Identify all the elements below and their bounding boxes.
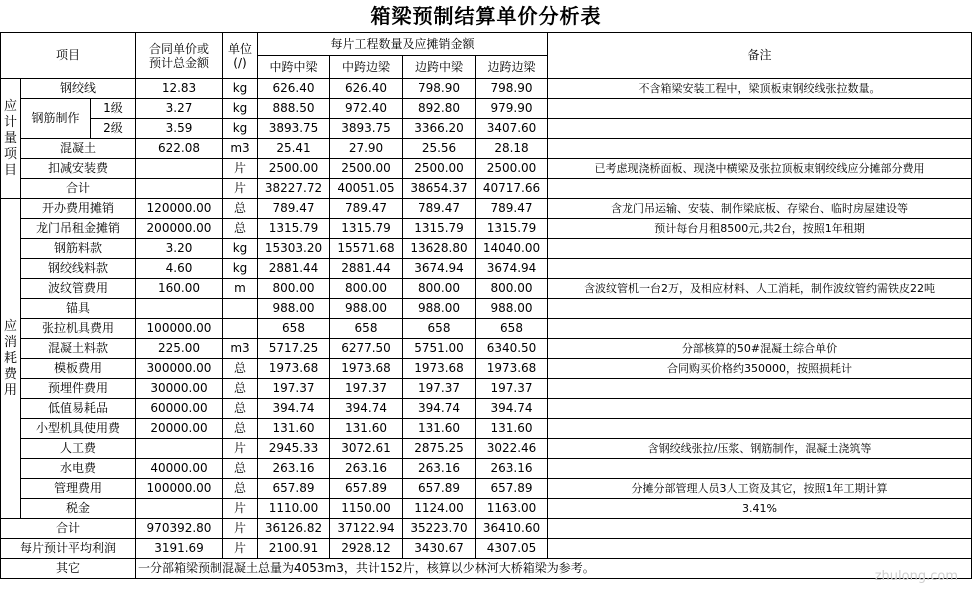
row-value: 657.89 <box>330 479 403 499</box>
row-unit: 总 <box>223 219 258 239</box>
row-note: 合同购买价格约350000，按照损耗计 <box>548 359 972 379</box>
row-price: 200000.00 <box>136 219 223 239</box>
row-name: 钢筋料款 <box>21 239 136 259</box>
row-name: 锚具 <box>21 299 136 319</box>
row-unit: m3 <box>223 139 258 159</box>
row-note: 含波纹管机一台2万，及相应材料、人工消耗，制作波纹管约需铁皮22吨 <box>548 279 972 299</box>
table-row <box>1 379 972 399</box>
row-value: 36126.82 <box>258 519 330 539</box>
row-note <box>548 459 972 479</box>
table-row <box>1 199 972 219</box>
row-price: 20000.00 <box>136 419 223 439</box>
row-note: 3.41% <box>548 499 972 519</box>
row-subname: 1级 <box>91 99 136 119</box>
row-name: 龙门吊租金摊销 <box>21 219 136 239</box>
row-value: 626.40 <box>258 79 330 99</box>
table-row <box>1 219 972 239</box>
row-name: 开办费用摊销 <box>21 199 136 219</box>
table-row <box>1 319 972 339</box>
row-value: 988.00 <box>258 299 330 319</box>
row-value: 3407.60 <box>476 119 548 139</box>
row-note <box>548 319 972 339</box>
header-sub-4: 边跨边梁 <box>476 56 548 79</box>
row-note <box>548 299 972 319</box>
row-value: 2875.25 <box>403 439 476 459</box>
row-price: 30000.00 <box>136 379 223 399</box>
row-unit: 片 <box>223 179 258 199</box>
row-name: 管理费用 <box>21 479 136 499</box>
row-name: 张拉机具费用 <box>21 319 136 339</box>
row-unit: m3 <box>223 339 258 359</box>
row-value: 131.60 <box>330 419 403 439</box>
row-value: 131.60 <box>258 419 330 439</box>
row-value: 13628.80 <box>403 239 476 259</box>
row-value: 626.40 <box>330 79 403 99</box>
row-price: 225.00 <box>136 339 223 359</box>
row-price: 12.83 <box>136 79 223 99</box>
row-name: 预埋件费用 <box>21 379 136 399</box>
row-value: 35223.70 <box>403 519 476 539</box>
row-value: 4307.05 <box>476 539 548 559</box>
row-value: 394.74 <box>476 399 548 419</box>
row-name: 扣减安装费 <box>21 159 136 179</box>
row-value: 3366.20 <box>403 119 476 139</box>
row-value: 2500.00 <box>403 159 476 179</box>
row-price: 120000.00 <box>136 199 223 219</box>
row-name: 合计 <box>21 179 136 199</box>
row-price: 60000.00 <box>136 399 223 419</box>
row-note <box>548 419 972 439</box>
row-value: 197.37 <box>258 379 330 399</box>
row-name: 低值易耗品 <box>21 399 136 419</box>
table-row <box>1 419 972 439</box>
row-value: 36410.60 <box>476 519 548 539</box>
row-value: 988.00 <box>330 299 403 319</box>
table-row <box>1 99 972 119</box>
table-row <box>1 519 972 539</box>
row-value: 40717.66 <box>476 179 548 199</box>
row-price: 160.00 <box>136 279 223 299</box>
row-unit: kg <box>223 79 258 99</box>
row-name-rebar: 钢筋制作 <box>21 99 91 139</box>
row-value: 658 <box>476 319 548 339</box>
row-value: 5717.25 <box>258 339 330 359</box>
row-value: 2100.91 <box>258 539 330 559</box>
row-value: 789.47 <box>476 199 548 219</box>
row-value: 6340.50 <box>476 339 548 359</box>
row-value: 1110.00 <box>258 499 330 519</box>
row-name: 合计 <box>1 519 136 539</box>
row-note: 不含箱梁安装工程中，梁顶板束钢绞线张拉数量。 <box>548 79 972 99</box>
table-row <box>1 239 972 259</box>
row-value: 197.37 <box>476 379 548 399</box>
other-label: 其它 <box>1 559 136 579</box>
row-value: 988.00 <box>403 299 476 319</box>
row-value: 657.89 <box>258 479 330 499</box>
row-value: 131.60 <box>476 419 548 439</box>
row-value: 1973.68 <box>476 359 548 379</box>
row-value: 3072.61 <box>330 439 403 459</box>
row-price: 300000.00 <box>136 359 223 379</box>
row-value: 15571.68 <box>330 239 403 259</box>
row-unit: kg <box>223 259 258 279</box>
row-value: 197.37 <box>330 379 403 399</box>
row-value: 800.00 <box>476 279 548 299</box>
row-price <box>136 179 223 199</box>
table-row <box>1 259 972 279</box>
row-value: 798.90 <box>476 79 548 99</box>
row-value: 15303.20 <box>258 239 330 259</box>
row-value: 2945.33 <box>258 439 330 459</box>
row-unit: 总 <box>223 399 258 419</box>
row-price: 3.59 <box>136 119 223 139</box>
other-row <box>1 559 972 579</box>
row-unit: 片 <box>223 499 258 519</box>
row-value: 657.89 <box>476 479 548 499</box>
row-price: 100000.00 <box>136 319 223 339</box>
row-price <box>136 159 223 179</box>
table-row <box>1 79 972 99</box>
table-row <box>1 299 972 319</box>
row-value: 263.16 <box>403 459 476 479</box>
row-value: 1315.79 <box>403 219 476 239</box>
row-value: 892.80 <box>403 99 476 119</box>
row-unit: 总 <box>223 459 258 479</box>
row-name: 小型机具使用费 <box>21 419 136 439</box>
row-value: 14040.00 <box>476 239 548 259</box>
table-row <box>1 119 972 139</box>
row-unit: 片 <box>223 159 258 179</box>
row-unit: kg <box>223 99 258 119</box>
row-note <box>548 99 972 119</box>
row-value: 2500.00 <box>330 159 403 179</box>
table-row <box>1 179 972 199</box>
row-name: 模板费用 <box>21 359 136 379</box>
row-note <box>548 119 972 139</box>
row-unit: kg <box>223 239 258 259</box>
row-value: 2881.44 <box>330 259 403 279</box>
header-row-1 <box>1 33 972 56</box>
row-value: 798.90 <box>403 79 476 99</box>
row-value: 6277.50 <box>330 339 403 359</box>
row-value: 27.90 <box>330 139 403 159</box>
row-name: 水电费 <box>21 459 136 479</box>
row-note <box>548 399 972 419</box>
header-sub-2: 中跨边梁 <box>330 56 403 79</box>
row-unit: 总 <box>223 479 258 499</box>
row-value: 3430.67 <box>403 539 476 559</box>
row-value: 25.56 <box>403 139 476 159</box>
row-value: 38227.72 <box>258 179 330 199</box>
row-value: 789.47 <box>403 199 476 219</box>
table-row <box>1 479 972 499</box>
row-note <box>548 259 972 279</box>
row-name: 混凝土料款 <box>21 339 136 359</box>
row-note <box>548 379 972 399</box>
row-value: 2500.00 <box>476 159 548 179</box>
row-value: 3674.94 <box>403 259 476 279</box>
row-name: 钢绞线 <box>21 79 136 99</box>
row-unit: kg <box>223 119 258 139</box>
header-sub-1: 中跨中梁 <box>258 56 330 79</box>
other-text: 一分部箱梁预制混凝土总量为4053m3，共计152片，核算以少林河大桥箱梁为参考。 <box>136 559 972 579</box>
row-unit: 总 <box>223 379 258 399</box>
row-price <box>136 439 223 459</box>
table-row <box>1 459 972 479</box>
row-price: 970392.80 <box>136 519 223 539</box>
row-value: 263.16 <box>258 459 330 479</box>
row-note <box>548 519 972 539</box>
row-value: 1163.00 <box>476 499 548 519</box>
row-name: 税金 <box>21 499 136 519</box>
row-price <box>136 499 223 519</box>
row-value: 658 <box>258 319 330 339</box>
row-value: 979.90 <box>476 99 548 119</box>
header-note: 备注 <box>548 33 972 79</box>
table-row <box>1 279 972 299</box>
row-price: 622.08 <box>136 139 223 159</box>
row-value: 197.37 <box>403 379 476 399</box>
table-row <box>1 499 972 519</box>
row-value: 5751.00 <box>403 339 476 359</box>
row-value: 1315.79 <box>476 219 548 239</box>
row-value: 263.16 <box>476 459 548 479</box>
row-unit: m <box>223 279 258 299</box>
table-row <box>1 399 972 419</box>
row-price: 3.20 <box>136 239 223 259</box>
row-value: 2928.12 <box>330 539 403 559</box>
row-note <box>548 139 972 159</box>
group-label-measured: 应计量项目 <box>1 79 21 199</box>
row-value: 3674.94 <box>476 259 548 279</box>
row-price: 40000.00 <box>136 459 223 479</box>
row-subname: 2级 <box>91 119 136 139</box>
row-value: 789.47 <box>258 199 330 219</box>
row-value: 1124.00 <box>403 499 476 519</box>
row-value: 1315.79 <box>330 219 403 239</box>
row-value: 972.40 <box>330 99 403 119</box>
row-value: 25.41 <box>258 139 330 159</box>
row-note: 含钢绞线张拉/压浆、钢筋制作，混凝土浇筑等 <box>548 439 972 459</box>
row-value: 37122.94 <box>330 519 403 539</box>
sheet-title: 箱梁预制结算单价分析表 <box>370 4 602 28</box>
row-unit: 总 <box>223 359 258 379</box>
row-value: 394.74 <box>330 399 403 419</box>
row-value: 658 <box>403 319 476 339</box>
table-row <box>1 539 972 559</box>
row-price: 3191.69 <box>136 539 223 559</box>
row-value: 1150.00 <box>330 499 403 519</box>
header-price <box>136 33 223 79</box>
row-price: 100000.00 <box>136 479 223 499</box>
row-value: 2881.44 <box>258 259 330 279</box>
row-value: 394.74 <box>258 399 330 419</box>
row-value: 1973.68 <box>330 359 403 379</box>
row-value: 263.16 <box>330 459 403 479</box>
row-note <box>548 539 972 559</box>
row-unit: 片 <box>223 439 258 459</box>
watermark-text: zhulong.com <box>874 569 958 584</box>
row-price: 4.60 <box>136 259 223 279</box>
table-row <box>1 439 972 459</box>
row-name: 人工费 <box>21 439 136 459</box>
row-value: 1973.68 <box>258 359 330 379</box>
row-value: 131.60 <box>403 419 476 439</box>
row-note <box>548 179 972 199</box>
row-value: 3893.75 <box>258 119 330 139</box>
row-value: 800.00 <box>258 279 330 299</box>
row-value: 988.00 <box>476 299 548 319</box>
row-price: 3.27 <box>136 99 223 119</box>
group-label-consumed: 应消耗费用 <box>1 199 21 519</box>
row-value: 1973.68 <box>403 359 476 379</box>
table-row <box>1 359 972 379</box>
row-name: 每片预计平均利润 <box>1 539 136 559</box>
row-name: 波纹管费用 <box>21 279 136 299</box>
row-note: 预计每台月租8500元,共2台，按照1年租期 <box>548 219 972 239</box>
table-row <box>1 339 972 359</box>
row-unit: 总 <box>223 199 258 219</box>
row-value: 3893.75 <box>330 119 403 139</box>
row-name: 钢绞线料款 <box>21 259 136 279</box>
row-unit <box>223 299 258 319</box>
row-value: 1315.79 <box>258 219 330 239</box>
header-qty-group: 每片工程数量及应摊销金额 <box>258 33 548 56</box>
row-value: 888.50 <box>258 99 330 119</box>
row-unit: 片 <box>223 539 258 559</box>
row-note <box>548 239 972 259</box>
row-value: 657.89 <box>403 479 476 499</box>
row-value: 2500.00 <box>258 159 330 179</box>
header-price-text: 合同单价或 预计总金额 <box>148 41 209 70</box>
table-row <box>1 159 972 179</box>
row-value: 38654.37 <box>403 179 476 199</box>
row-unit: 总 <box>223 419 258 439</box>
row-note: 含龙门吊运输、安装、制作梁底板、存梁台、临时房屋建设等 <box>548 199 972 219</box>
row-price <box>136 299 223 319</box>
table-row <box>1 139 972 159</box>
settlement-table <box>0 32 972 579</box>
header-unit-text: 单位 (/) <box>227 41 252 70</box>
row-note: 已考虑现浇桥面板、现浇中横梁及张拉顶板束钢绞线应分摊部分费用 <box>548 159 972 179</box>
header-sub-3: 边跨中梁 <box>403 56 476 79</box>
row-value: 658 <box>330 319 403 339</box>
row-value: 789.47 <box>330 199 403 219</box>
row-value: 28.18 <box>476 139 548 159</box>
row-value: 3022.46 <box>476 439 548 459</box>
row-value: 800.00 <box>403 279 476 299</box>
header-unit <box>223 33 258 79</box>
row-unit <box>223 319 258 339</box>
row-unit: 片 <box>223 519 258 539</box>
row-value: 394.74 <box>403 399 476 419</box>
header-item: 项目 <box>1 33 136 79</box>
row-name: 混凝土 <box>21 139 136 159</box>
row-value: 40051.05 <box>330 179 403 199</box>
row-note: 分部核算的50#混凝土综合单价 <box>548 339 972 359</box>
row-value: 800.00 <box>330 279 403 299</box>
row-note: 分摊分部管理人员3人工资及其它，按照1年工期计算 <box>548 479 972 499</box>
